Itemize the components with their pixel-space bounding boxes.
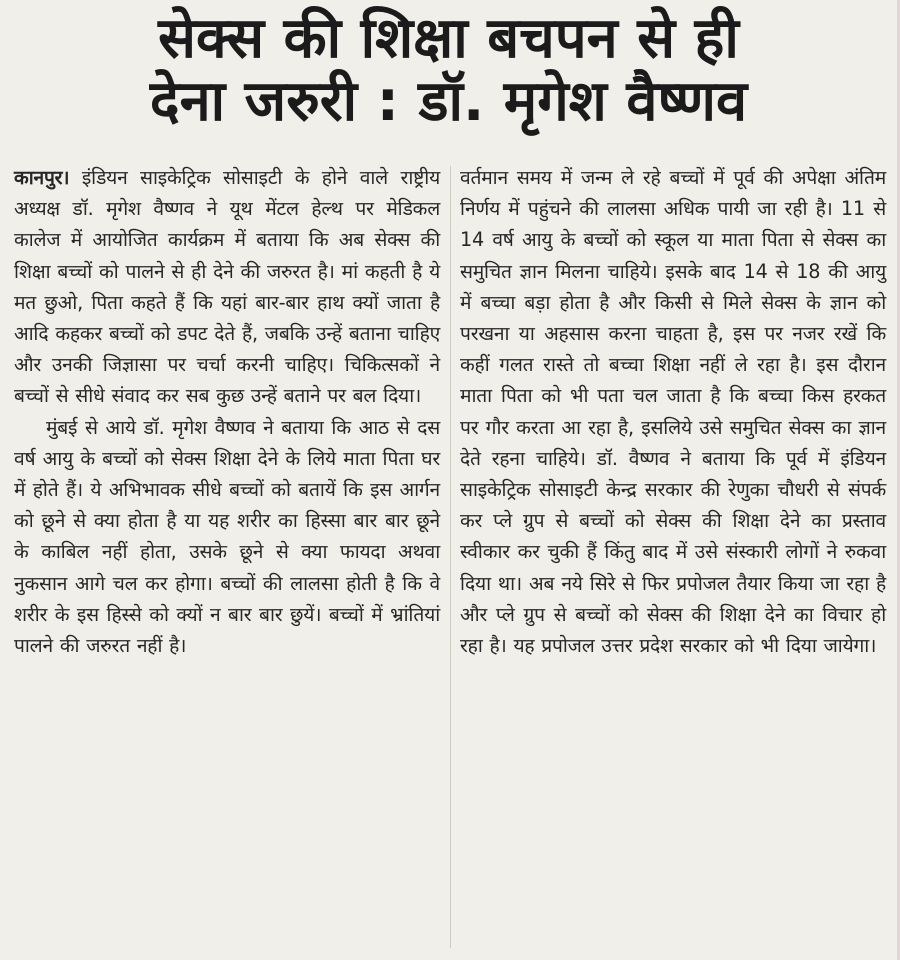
- headline-line-1: सेक्स की शिक्षा बचपन से ही: [158, 6, 739, 71]
- column-divider: [450, 166, 451, 948]
- paragraph-text: इंडियन साइकेट्रिक सोसाइटी के होने वाले राष्ट्रीय अध्यक्ष डॉ. मृगेश वैष्णव ने यूथ मेंटल हेल्थ पर मेडिकल कालेज में आयोजित कार्यक्रम में बताया कि अब सेक्स की शिक्षा बच्चों को पालने से ही देने की जरुरत है। मां कहती है ये मत छुओ, पिता कहते हैं कि यहां बार-बार हाथ क्यों जाता है आदि कहकर बच्चों को डपट देते हैं, जबकि उन्हें बताना चाहिए और उनकी जिज्ञासा पर चर्चा करनी चाहिए। चिकित्सकों ने बच्चों से सीधे संवाद कर सब कुछ उन्हें बताने पर बल दिया।: [14, 166, 440, 408]
- headline-line-2: देना जरुरी : डॉ. मृगेश वैष्णव: [149, 68, 748, 134]
- column-left: [14, 162, 440, 952]
- dateline: कानपुर।: [14, 166, 70, 189]
- paragraph: [14, 162, 440, 412]
- paragraph: वर्तमान समय में जन्म ले रहे बच्चों में पूर्व की अपेक्षा अंतिम निर्णय में पहुंचने की लालसा अधिक पायी जा रही है। 11 से 14 वर्ष आयु के बच्चों को स्कूल या माता पिता से सेक्स का समुचित ज्ञान मिलना चाहिये। इसके बाद 14 से 18 की आयु में बच्चा बड़ा होता है और किसी से मिले सेक्स के ज्ञान को परखना या अहसास करना चाहता है, इस पर नजर रखें कि कहीं गलत रास्ते तो बच्चा शिक्षा नहीं ले रहा है। इस दौरान माता पिता को भी पता चल जाता है कि बच्चा किस हरकत पर गौर करता आ रहा है, इसलिये उसे समुचित सेक्स का ज्ञान देते रहना चाहिये। डॉ. वैष्णव ने बताया कि पूर्व में इंडियन साइकेट्रिक सोसाइटी केन्द्र सरकार की रेणुका चौधरी से संपर्क कर प्ले ग्रुप से बच्चों को सेक्स की शिक्षा देने का प्रस्ताव स्वीकार कर चुकी हैं किंतु बाद में उसे संस्कारी लोगों ने रुकवा दिया था। अब नये सिरे से फिर प्रपोजल तैयार किया जा रहा है और प्ले ग्रुप से बच्चों को सेक्स की शिक्षा देने का विचार हो रहा है। यह प्रपोजल उत्तर प्रदेश सरकार को भी दिया जायेगा।: [460, 166, 886, 658]
- column-right: [460, 162, 886, 952]
- paragraph: मुंबई से आये डॉ. मृगेश वैष्णव ने बताया कि आठ से दस वर्ष आयु के बच्चों को सेक्स शिक्षा देने के लिये माता पिता घर में होते हैं। ये अभिभावक सीधे बच्चों को बतायें कि इस आर्गन को छूने से क्या होता है या यह शरीर का हिस्सा बार बार छूने के काबिल नहीं होता, उसके छूने से क्या फायदा अथवा नुकसान आगे चल कर होगा। बच्चों की लालसा होती है कि वे शरीर के इस हिस्से को क्यों न बार बार छुयें। बच्चों में भ्रांतियां पालने की जरुरत नहीं है।: [14, 415, 440, 658]
- article-body: [14, 162, 886, 952]
- headline: [0, 0, 897, 133]
